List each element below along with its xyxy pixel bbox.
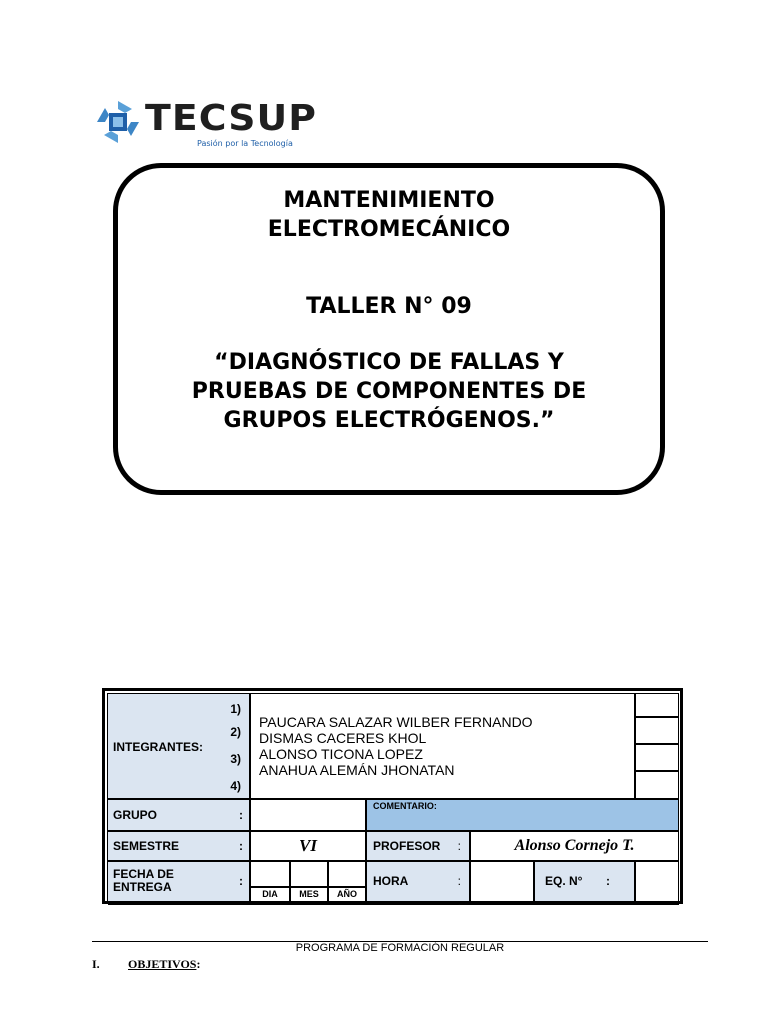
fecha-label-line-2: ENTREGA: [113, 880, 172, 894]
section-number: I.: [92, 957, 100, 971]
grupo-value-cell: [250, 799, 366, 831]
member-name-2: DISMAS CACERES KHOL: [259, 730, 427, 746]
profesor-colon: :: [457, 839, 461, 853]
profesor-value-cell: [470, 831, 679, 861]
members-cell: [250, 693, 635, 799]
eq-label: EQ. N°: [545, 874, 583, 888]
program-footer: PROGRAMA DE FORMACIÓN REGULAR: [295, 942, 505, 954]
member-box-2: [635, 717, 679, 744]
integrantes-label-cell: [107, 693, 250, 799]
integrantes-label: INTEGRANTES:: [113, 740, 203, 754]
grupo-label-cell: [107, 799, 250, 831]
hora-colon: :: [457, 874, 461, 888]
title-box: [113, 163, 665, 495]
hora-value-cell: [470, 861, 534, 902]
table-bottom-rule: [108, 902, 679, 905]
logo-tagline: Pasión por la Tecnología: [197, 139, 293, 148]
fecha-label-cell: [107, 861, 250, 902]
member-number-1: 1): [230, 702, 241, 716]
section-label: OBJETIVOS: [128, 957, 197, 971]
member-number-3: 3): [230, 752, 241, 766]
eq-label-cell: [534, 861, 635, 902]
tecsup-mark-icon: [95, 99, 141, 145]
anio-label: AÑO: [328, 887, 366, 902]
eq-value-cell: [635, 861, 679, 902]
semestre-colon: :: [239, 839, 243, 853]
course-title: [118, 186, 660, 244]
fecha-label-line-1: FECHA DE: [113, 867, 174, 881]
member-box-3: [635, 744, 679, 771]
topic-line-3: GRUPOS ELECTRÓGENOS.”: [223, 408, 555, 433]
eq-colon: :: [606, 874, 610, 888]
hora-label: HORA: [373, 874, 409, 888]
member-box-1: [635, 693, 679, 717]
logo-wordmark: TECSUP: [145, 98, 317, 139]
topic-line-1: “DIAGNÓSTICO DE FALLAS Y: [214, 350, 564, 375]
semestre-label: SEMESTRE: [113, 839, 180, 853]
topic-line-2: PRUEBAS DE COMPONENTES DE: [191, 379, 587, 404]
section-heading-objetivos: [92, 957, 200, 972]
fecha-label: [113, 868, 174, 894]
mes-box: [290, 861, 328, 887]
members-list: [259, 714, 533, 778]
semestre-value-cell: [250, 831, 366, 861]
member-number-4: 4): [230, 779, 241, 793]
section-colon: :: [196, 957, 201, 971]
semestre-label-cell: [107, 831, 250, 861]
anio-box: [328, 861, 366, 887]
comentario-cell: [366, 799, 679, 831]
member-name-3: ALONSO TICONA LOPEZ: [259, 746, 423, 762]
tecsup-logo: [95, 97, 317, 153]
student-info-table: [102, 688, 683, 908]
profesor-value: Alonso Cornejo T.: [514, 837, 635, 854]
profesor-label: PROFESOR: [373, 839, 441, 853]
member-name-4: ANAHUA ALEMÁN JHONATAN: [259, 762, 455, 778]
course-line-2: ELECTROMECÁNICO: [267, 217, 511, 242]
topic-title: [118, 348, 660, 435]
hora-label-cell: [366, 861, 470, 902]
member-number-2: 2): [230, 725, 241, 739]
mes-label: MES: [290, 887, 328, 902]
fecha-colon: :: [239, 874, 243, 888]
profesor-label-cell: [366, 831, 470, 861]
dia-box: [250, 861, 290, 887]
dia-label: DIA: [250, 887, 290, 902]
member-name-1: PAUCARA SALAZAR WILBER FERNANDO: [259, 714, 533, 730]
grupo-label: GRUPO: [113, 808, 158, 822]
comentario-label: COMENTARIO:: [373, 801, 437, 811]
course-line-1: MANTENIMIENTO: [283, 188, 495, 213]
grupo-colon: :: [239, 808, 243, 822]
member-box-4: [635, 771, 679, 799]
taller-number: TALLER N° 09: [306, 294, 472, 319]
semestre-value: VI: [299, 836, 317, 855]
